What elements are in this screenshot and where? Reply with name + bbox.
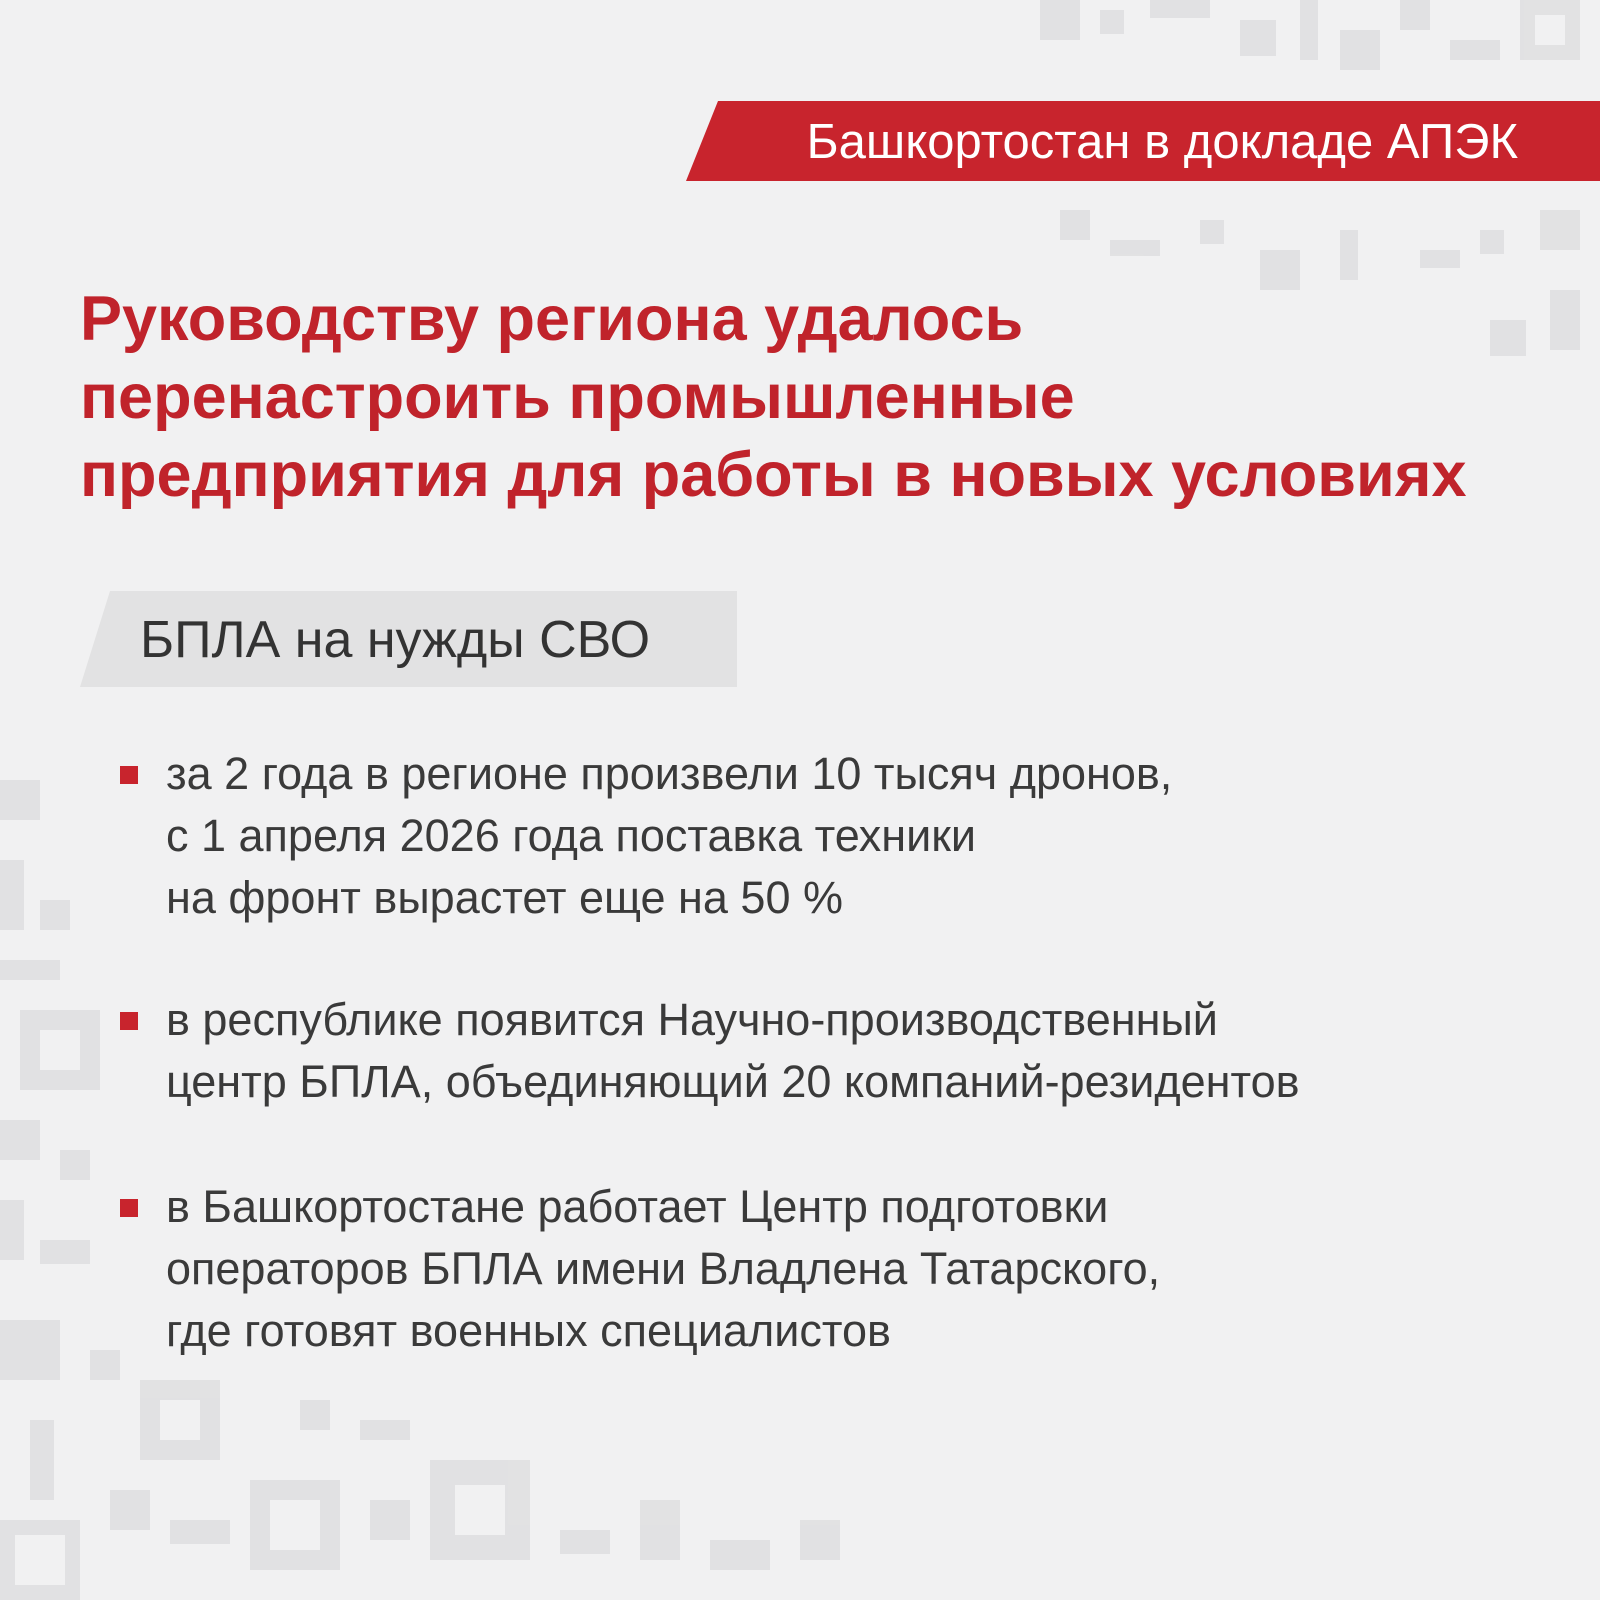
bullet-line: в Башкортостане работает Центр подготовки — [166, 1181, 1109, 1232]
headline-line: предприятия для работы в новых условиях — [80, 440, 1467, 510]
section-label: БПЛА на нужды СВО — [140, 611, 651, 669]
header-tag: Башкортостан в докладе АПЭК — [806, 115, 1518, 169]
bullet-line: с 1 апреля 2026 года поставка техники — [166, 810, 977, 861]
bullet-line: где готовят военных специалистов — [166, 1305, 891, 1356]
bullet-line: на фронт вырастет еще на 50 % — [166, 872, 843, 923]
bullet-marker — [120, 1199, 138, 1217]
bullet-marker — [120, 766, 138, 784]
bullet-line: за 2 года в регионе произвели 10 тысяч дронов, — [166, 748, 1173, 799]
bullet-marker — [120, 1012, 138, 1030]
headline-line: перенастроить промышленные — [80, 362, 1075, 432]
bullet-item — [166, 1176, 1566, 1362]
bullet-line: центр БПЛА, объединяющий 20 компаний-резидентов — [166, 1056, 1300, 1107]
bullet-item — [166, 743, 1566, 929]
bullet-line: операторов БПЛА имени Владлена Татарского, — [166, 1243, 1161, 1294]
bullet-line: в республике появится Научно-производственный — [166, 994, 1218, 1045]
bullet-item — [166, 989, 1566, 1113]
headline-line: Руководству региона удалось — [80, 284, 1024, 354]
